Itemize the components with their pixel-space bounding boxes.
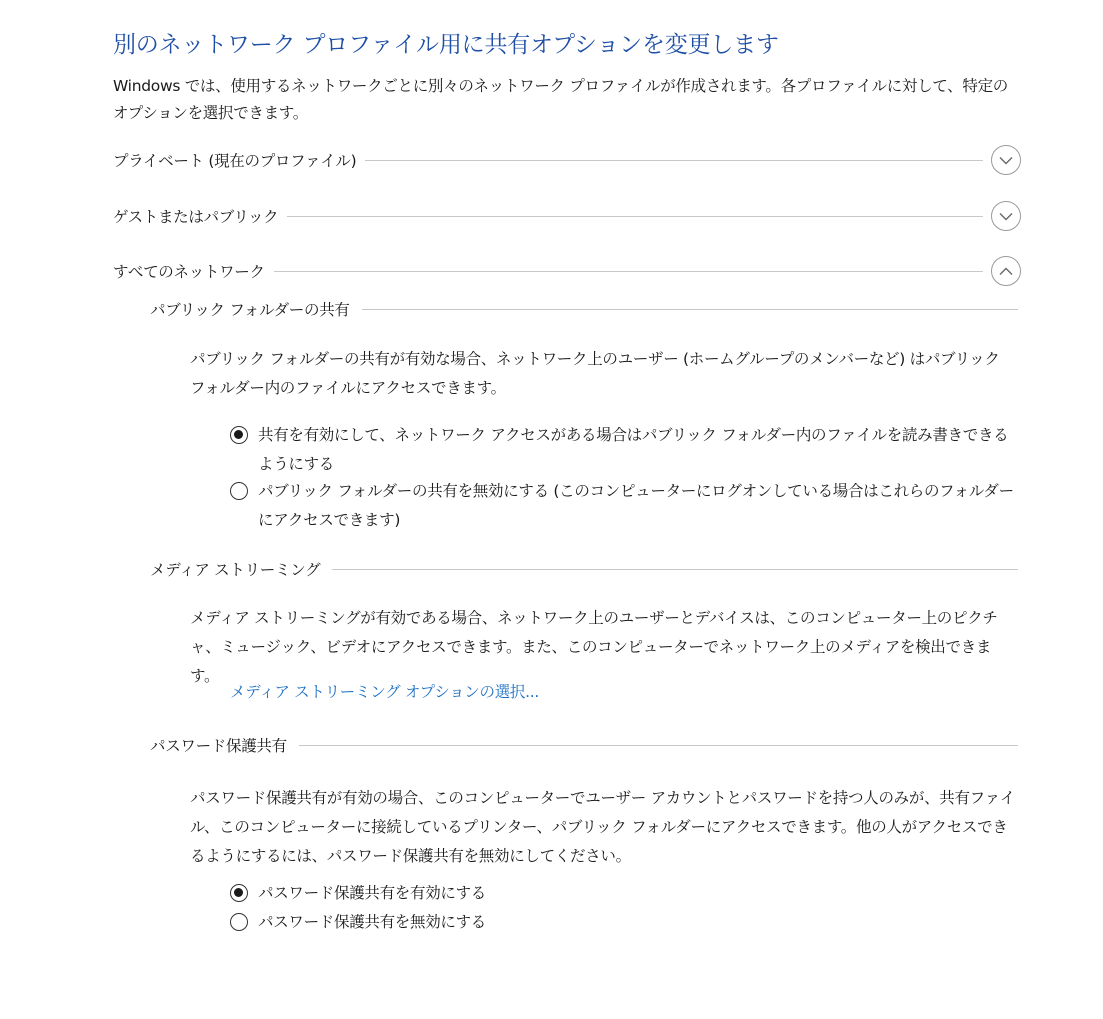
collapse-all-networks-button[interactable] <box>991 256 1021 286</box>
media-streaming-description: メディア ストリーミングが有効である場合、ネットワーク上のユーザーとデバイスは、このコンピューター上のピクチャ、ミュージック、ビデオにアクセスできます。また、このコンピューターでネットワーク上のメディアを検出できます。 <box>190 609 998 685</box>
radio-button[interactable] <box>230 884 248 902</box>
radio-option-enable-password-sharing[interactable] <box>230 879 1020 908</box>
divider-line <box>299 745 1018 746</box>
profile-label-guest-public: ゲストまたはパブリック <box>113 208 279 226</box>
chevron-down-icon <box>999 156 1013 165</box>
divider-line <box>274 271 983 272</box>
radio-option-disable-public-sharing[interactable] <box>230 477 1020 535</box>
divider-line <box>332 569 1018 570</box>
divider-line <box>365 160 983 161</box>
divider-line <box>287 216 983 217</box>
expand-private-button[interactable] <box>991 145 1021 175</box>
radio-button[interactable] <box>230 482 248 500</box>
radio-label: パスワード保護共有を有効にする <box>258 884 487 902</box>
page-title: 別のネットワーク プロファイル用に共有オプションを変更します <box>113 32 779 58</box>
profile-label-private: プライベート (現在のプロファイル) <box>113 152 357 170</box>
radio-option-enable-public-sharing[interactable] <box>230 421 1020 479</box>
chevron-down-icon <box>999 212 1013 221</box>
radio-label: パブリック フォルダーの共有を無効にする (このコンピューターにログオンしている場合はこれらのフォルダーにアクセスできます) <box>258 482 1014 529</box>
radio-button[interactable] <box>230 426 248 444</box>
section-heading: メディア ストリーミング <box>150 561 321 579</box>
radio-label: 共有を有効にして、ネットワーク アクセスがある場合はパブリック フォルダー内のファイルを読み書きできるようにする <box>258 426 1009 473</box>
section-password-sharing <box>150 733 1018 757</box>
password-sharing-description: パスワード保護共有が有効の場合、このコンピューターでユーザー アカウントとパスワードを持つ人のみが、共有ファイル、このコンピューターに接続しているプリンター、パブリック フォルダーにアクセスできます。他の人がアクセスできるようにするには、パスワード保護共有を無効にしてください。 <box>190 789 1015 865</box>
divider-line <box>362 309 1018 310</box>
profile-header-guest-public[interactable] <box>113 199 1021 233</box>
section-heading: パスワード保護共有 <box>150 737 287 755</box>
media-streaming-options-link[interactable]: メディア ストリーミング オプションの選択... <box>230 683 539 701</box>
section-heading: パブリック フォルダーの共有 <box>150 301 350 319</box>
expand-guest-public-button[interactable] <box>991 201 1021 231</box>
intro-text: Windows では、使用するネットワークごとに別々のネットワーク プロファイルが作成されます。各プロファイルに対して、特定のオプションを選択できます。 <box>113 77 1008 122</box>
radio-option-disable-password-sharing[interactable] <box>230 908 1020 937</box>
chevron-up-icon <box>999 267 1013 276</box>
section-media-streaming <box>150 557 1018 581</box>
section-public-folder-sharing <box>150 297 1018 321</box>
public-folder-description: パブリック フォルダーの共有が有効な場合、ネットワーク上のユーザー (ホームグループのメンバーなど) はパブリック フォルダー内のファイルにアクセスできます。 <box>190 350 1000 397</box>
radio-button[interactable] <box>230 913 248 931</box>
profile-header-all-networks[interactable] <box>113 254 1021 288</box>
radio-label: パスワード保護共有を無効にする <box>258 913 487 931</box>
profile-label-all-networks: すべてのネットワーク <box>113 263 265 281</box>
profile-header-private[interactable] <box>113 143 1021 177</box>
